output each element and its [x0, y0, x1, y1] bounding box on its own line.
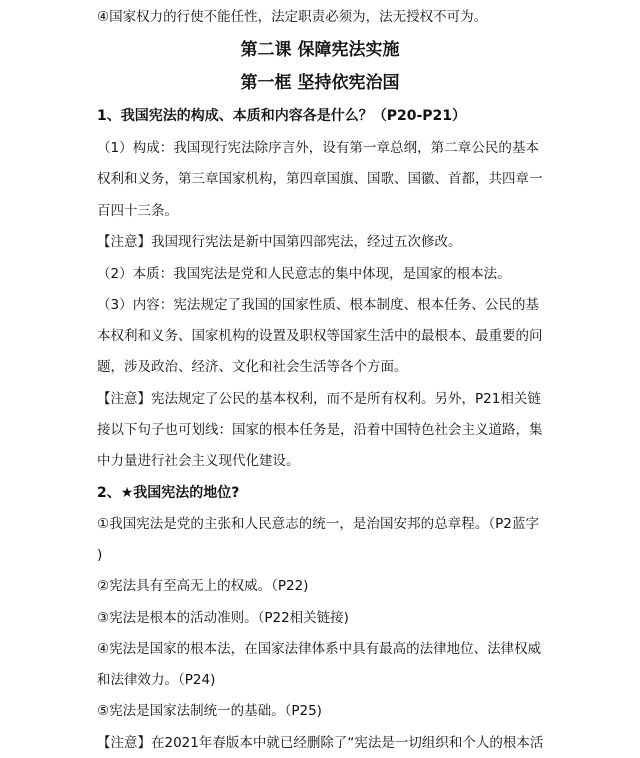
status-item-4-line-2: 和法律效力。（P24): [97, 672, 216, 688]
note-3: 【注意】在2021年春版本中就已经删除了“宪法是一切组织和个人的根本活: [97, 735, 544, 751]
composition-line-1: （1）构成：我国现行宪法除序言外，设有第一章总纲，第二章公民的基本: [97, 140, 539, 156]
note-2-line-3: 中力量进行社会主义现代化建设。: [97, 453, 300, 469]
essence-line: （2）本质：我国宪法是党和人民意志的集中体现，是国家的根本法。: [97, 266, 511, 282]
status-item-1-line-1: ①我国宪法是党的主张和人民意志的统一，是治国安邦的总章程。（P2蓝字: [97, 516, 539, 532]
status-item-5: ⑤宪法是国家法制统一的基础。（P25): [97, 703, 322, 719]
question-2-heading: 2、★我国宪法的地位?: [97, 485, 240, 501]
note-1: 【注意】我国现行宪法是新中国第四部宪法，经过五次修改。: [97, 234, 462, 250]
top-line: ④国家权力的行使不能任性，法定职责必须为，法无授权不可为。: [97, 9, 488, 25]
status-item-2: ②宪法具有至高无上的权威。（P22): [97, 578, 309, 594]
note-2-line-1: 【注意】宪法规定了公民的基本权利，而不是所有权利。另外，P21相关链: [97, 391, 541, 407]
status-item-3: ③宪法是根本的活动准则。（P22相关链接): [97, 610, 349, 626]
lesson-title: 第二课 保障宪法实施: [240, 40, 400, 60]
status-item-1-line-2: ): [97, 547, 103, 563]
section-title: 第一框 坚持依宪治国: [240, 73, 400, 93]
composition-line-3: 百四十三条。: [97, 203, 178, 219]
content-line-1: （3）内容：宪法规定了我国的国家性质、根本制度、根本任务、公民的基: [97, 297, 539, 313]
composition-line-2: 权利和义务，第三章国家机构，第四章国旗、国歌、国徽、首都，共四章一: [97, 171, 543, 187]
question-1-heading: 1、我国宪法的构成、本质和内容各是什么？（P20-P21）: [97, 108, 467, 124]
content-line-2: 本权利和义务、国家机构的设置及职权等国家生活中的最根本、最重要的问: [97, 328, 543, 344]
content-line-3: 题，涉及政治、经济、文化和社会生活等各个方面。: [97, 359, 408, 375]
status-item-4-line-1: ④宪法是国家的根本法，在国家法律体系中具有最高的法律地位、法律权威: [97, 641, 542, 657]
note-2-line-2: 接以下句子也可划线：国家的根本任务是，沿着中国特色社会主义道路，集: [97, 422, 543, 438]
